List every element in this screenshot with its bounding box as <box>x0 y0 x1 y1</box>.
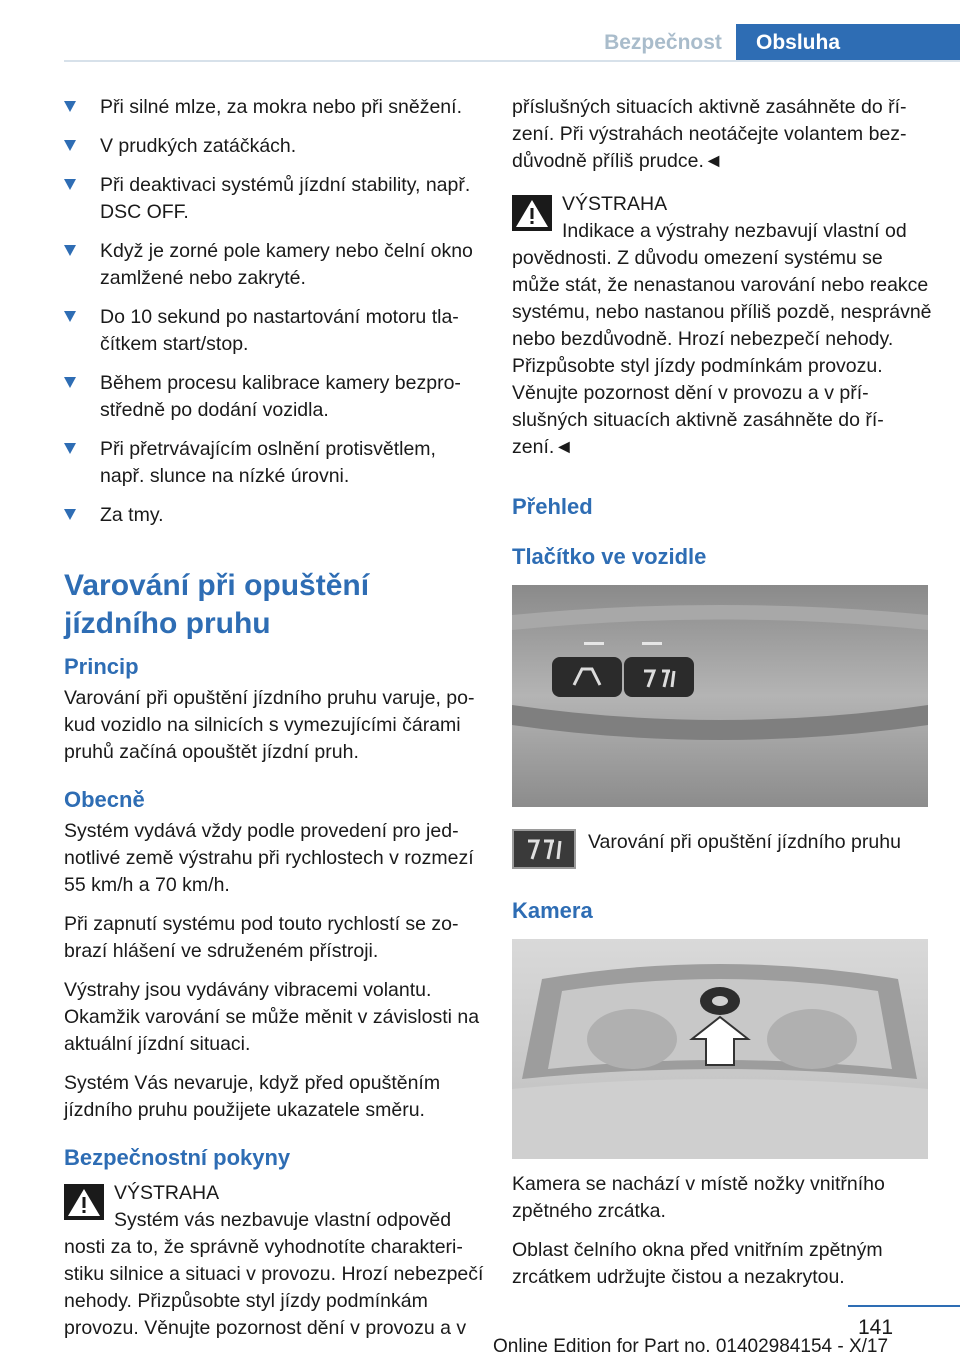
header-divider <box>64 60 960 62</box>
general-paragraph: Výstrahy jsou vydávány vibracemi volantu. Okamžik varování se může měnit v závislosti na aktuální jízdní situaci. <box>64 979 480 1055</box>
list-item: Když je zorné pole kamery nebo čelní okno zamlžené nebo zakryté. <box>64 238 484 292</box>
warning-text: Systém vás nezbavuje vlastní odpověd <box>114 1209 452 1231</box>
page-number: 141 <box>858 1316 894 1339</box>
list-item: Během procesu kalibrace kamery bezprostředně po dodání vozidla. <box>64 370 484 424</box>
lane-departure-icon <box>512 829 576 869</box>
camera-paragraph: Kamera se nachází v místě nožky vnitřního zpětného zrcátka. <box>512 1173 885 1222</box>
list-item: V prudkých zatáčkách. <box>64 133 484 160</box>
button-caption-row <box>512 829 932 869</box>
list-item: Při deaktivaci systémů jízdní stability, např. DSC OFF. <box>64 172 484 226</box>
warning-text: nosti za to, že správně vyhodnotíte charakteristiku silnice a situaci v provozu. Hrozí nebezpečí nehody. Přizpůsobte styl jízdy podmínkám provozu. Věnujte pozornost dění v provozu a v <box>64 1236 484 1339</box>
principle-heading: Princip <box>64 654 139 679</box>
left-column <box>64 94 484 1342</box>
general-paragraph: Při zapnutí systému pod touto rychlostí se zobrazí hlášení ve sdruženém přístroji. <box>64 913 459 962</box>
camera-paragraph: Oblast čelního okna před vnitřním zpětným zrcátkem udržujte čistou a nezakrytou. <box>512 1239 883 1288</box>
principle-text: Varování při opuštění jízdního pruhu varuje, pokud vozidlo na silnicích s vymezujícími čárami pruhů začíná opouštět jízdní pruh. <box>64 687 475 763</box>
footer-divider <box>848 1305 960 1307</box>
header-tab-operation[interactable]: Obsluha <box>736 24 960 62</box>
bullet-triangle-icon <box>64 443 76 454</box>
warning-title: VÝSTRAHA <box>562 193 668 215</box>
warning-text: Indikace a výstrahy nezbavují vlastní od <box>562 220 907 242</box>
section-title: Varování při opuštění jízdního pruhu <box>64 569 370 640</box>
camera-heading: Kamera <box>512 898 593 923</box>
bullet-triangle-icon <box>64 140 76 151</box>
header-tab-safety[interactable]: Bezpečnost <box>590 24 736 62</box>
warning-block <box>512 191 932 461</box>
list-item: Za tmy. <box>64 502 484 529</box>
edition-note: Online Edition for Part no. 01402984154 - X/17 <box>493 1336 889 1357</box>
list-item: Do 10 sekund po nastartování motoru tlačítkem start/stop. <box>64 304 484 358</box>
bullet-triangle-icon <box>64 179 76 190</box>
bullet-triangle-icon <box>64 377 76 388</box>
safety-heading: Bezpečnostní pokyny <box>64 1145 291 1170</box>
button-caption: Varování při opuštění jízdního pruhu <box>588 831 901 853</box>
warning-text: povědnosti. Z důvodu omezení systému se může stát, že nenastanou varování nebo reakce systému, nebo nastanou příliš pozdě, nesprávně nebo bezdůvodně. Hrozí nebezpečí nehody. Přizpůsobte styl jízdy podmínkám provozu. Věnujte pozornost dění v provozu a v příslušných situacích aktivně zasáhněte do řízení.◄ <box>512 247 932 458</box>
list-item: Při silné mlze, za mokra nebo při sněžení. <box>64 94 484 121</box>
bullet-triangle-icon <box>64 311 76 322</box>
general-paragraph: Systém Vás nevaruje, když před opuštěním jízdního pruhu použijete ukazatele směru. <box>64 1072 441 1121</box>
button-photo <box>512 585 928 807</box>
warning-title: VÝSTRAHA <box>114 1182 220 1204</box>
bullet-triangle-icon <box>64 245 76 256</box>
continued-text: příslušných situacích aktivně zasáhněte do řízení. Při výstrahách neotáčejte volantem bezdůvodně příliš prudce.◄ <box>512 96 907 172</box>
limitations-list <box>64 94 484 529</box>
general-paragraph: Systém vydává vždy podle provedení pro jednotlivé země výstrahu při rychlostech v rozmezí 55 km/h a 70 km/h. <box>64 820 474 896</box>
right-column <box>512 94 932 1291</box>
list-item: Při přetrvávajícím oslnění protisvětlem, např. slunce na nízké úrovni. <box>64 436 484 490</box>
warning-block <box>64 1180 484 1342</box>
warning-triangle-icon <box>512 195 552 231</box>
camera-photo <box>512 939 928 1159</box>
general-heading: Obecně <box>64 787 145 812</box>
bullet-triangle-icon <box>64 509 76 520</box>
overview-heading: Přehled <box>512 494 593 519</box>
bullet-triangle-icon <box>64 101 76 112</box>
warning-triangle-icon <box>64 1184 104 1220</box>
button-heading: Tlačítko ve vozidle <box>512 544 707 569</box>
